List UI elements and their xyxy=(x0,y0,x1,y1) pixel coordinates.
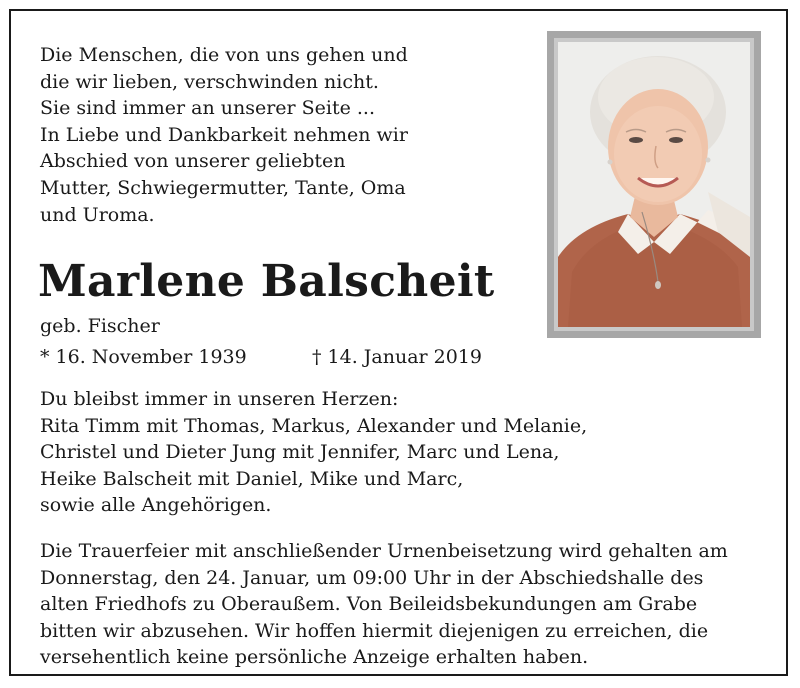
birth-date: * 16. November 1939 xyxy=(40,346,247,368)
intro-poem xyxy=(40,42,510,228)
family-line: Heike Balscheit mit Daniel, Mike und Marc, xyxy=(40,467,464,490)
intro-line: Die Menschen, die von uns gehen und xyxy=(40,44,408,66)
intro-line: und Uroma. xyxy=(40,203,155,226)
portrait-frame xyxy=(547,31,761,338)
family-list xyxy=(40,386,587,519)
portrait-illustration xyxy=(558,42,750,327)
family-line: Du bleibst immer in unseren Herzen: xyxy=(40,388,399,410)
intro-line: die wir lieben, verschwinden nicht. xyxy=(40,70,379,93)
family-line: Christel und Dieter Jung mit Jennifer, Marc und Lena, xyxy=(40,441,560,464)
family-line: sowie alle Angehörigen. xyxy=(40,494,272,517)
intro-line: Mutter, Schwiegermutter, Tante, Oma xyxy=(40,176,406,199)
maiden-name: geb. Fischer xyxy=(40,315,160,337)
portrait-photo xyxy=(558,42,750,327)
service-line: Donnerstag, den 24. Januar, um 09:00 Uhr in der Abschiedshalle des xyxy=(40,566,704,589)
intro-line: In Liebe und Dankbarkeit nehmen wir xyxy=(40,123,408,146)
life-dates xyxy=(40,345,483,369)
obituary-notice xyxy=(9,9,788,676)
service-line: bitten wir abzusehen. Wir hoffen hiermit diejenigen zu erreichen, die xyxy=(40,619,709,642)
service-line: Die Trauerfeier mit anschließender Urnenbeisetzung wird gehalten am xyxy=(40,540,728,562)
family-line: Rita Timm mit Thomas, Markus, Alexander und Melanie, xyxy=(40,414,588,437)
intro-line: Abschied von unserer geliebten xyxy=(40,150,346,173)
service-line: versehentlich keine persönliche Anzeige erhalten haben. xyxy=(40,646,589,669)
service-line: alten Friedhofs zu Oberaußem. Von Beileidsbekundungen am Grabe xyxy=(40,593,698,616)
funeral-service-notice xyxy=(40,538,728,671)
death-date: † 14. Januar 2019 xyxy=(312,346,483,368)
intro-line: Sie sind immer an unserer Seite ... xyxy=(40,97,376,120)
deceased-name: Marlene Balscheit xyxy=(38,256,495,307)
